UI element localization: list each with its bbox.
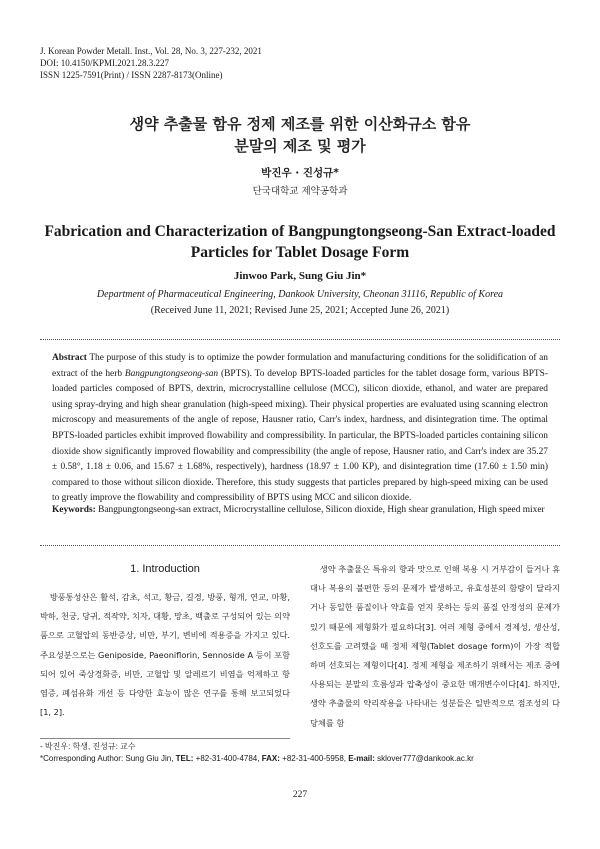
abstract: [52, 351, 548, 507]
abstract-herb-name: Bangpungtongseong-san: [124, 368, 219, 379]
intro-paragraph-2: 생약 추출물은 특유의 향과 맛으로 인해 복용 시 거부감이 들거나 휴대나 복용의 불편한 등의 문제가 발생하고, 유효성분의 함량이 달라지거나 동일한 품질이나 약효를 얻지 못하는 등의 품질 안정성의 문제가 있기 때문에 제형화가 필요하다[3]. 여러 제형 중에서 경제성, 생산성, 선호도를 고려했을 때 정제 제형(Tablet dosage form)이 가장 적합하며 선호되는 제형이다[4]. 정제 제형을 제조하기 위해서는 제조 중에 사용되는 분말의 흐름성과 압축성이 중요한 매개변수이다[4]. 하지만, 생약 추출물의 약리작용을 나타내는 성분들은 일반적으로 점조성의 다당체를 함: [310, 564, 560, 728]
journal-issn: ISSN 1225-7591(Print) / ISSN 2287-8173(Online): [40, 70, 223, 80]
intro-right-column: [310, 560, 560, 733]
footnote-author-roles: - 박진우: 학생, 진성규: 교수: [40, 742, 136, 751]
section-heading-introduction: 1. Introduction: [130, 563, 200, 575]
fax-label: FAX:: [261, 754, 280, 763]
keywords: [52, 503, 548, 519]
korean-affiliation: 단국대학교 제약공학과: [252, 186, 348, 197]
article-dates: (Received June 11, 2021; Revised June 25, 2021; Accepted June 26, 2021): [150, 305, 450, 316]
korean-title-line1: 생약 추출물 함유 정제 제조를 위한 이산화규소 함유: [129, 115, 471, 133]
footnote: [40, 741, 560, 765]
abstract-label: Abstract: [52, 353, 87, 363]
tel-value: +82-31-400-4784,: [193, 754, 262, 763]
keywords-label: Keywords:: [52, 505, 96, 515]
journal-doi: DOI: 10.4150/KPMI.2021.28.3.227: [40, 58, 170, 68]
abstract-top-divider: [40, 339, 560, 340]
fax-value: +82-31-400-5958,: [279, 754, 349, 763]
page-number: 227: [292, 790, 308, 800]
abstract-bottom-divider: [40, 545, 560, 546]
korean-authors: 박진우 · 진성규*: [261, 167, 339, 179]
tel-label: TEL:: [175, 754, 194, 763]
english-authors: Jinwoo Park, Sung Giu Jin*: [233, 270, 367, 282]
korean-title-line2: 분말의 제조 및 평가: [234, 137, 366, 155]
intro-paragraph-1: 방풍통성산은 활석, 감초, 석고, 황금, 길경, 방풍, 형개, 연교, 마황, 박하, 천궁, 당귀, 적작약, 치자, 대황, 망초, 백출로 구성되어 있는 의약품으로 고혈압의 동반증상, 비만, 부기, 변비에 적용증을 가지고 있다. 주요성분으로는 Geniposide, Paeoniflorin, Sennoside A 등이 포함되어 있어 죽상경화증, 비만, 고혈압 및 알레르기 비염을 억제하고 항염증, 폐섬유화 개선 등 다양한 효능이 많은 연구를 통해 보고되었다[1, 2].: [40, 592, 290, 718]
english-title: [0, 221, 600, 263]
footnote-corresponding-author: [40, 753, 560, 765]
intro-left-column: [40, 588, 290, 722]
footnote-divider: [40, 738, 290, 739]
journal-citation: J. Korean Powder Metall. Inst., Vol. 28, No. 3, 227-232, 2021: [40, 46, 262, 56]
keywords-text: Bangpungtongseong-san extract, Microcrystalline cellulose, Silicon dioxide, High shear granulation, High speed mixer: [95, 505, 545, 515]
abstract-text-part1: The purpose of this study is to optimize the powder formulation and manufacturing conditions for the solidification of an extract of the herb: [52, 353, 548, 379]
english-affiliation: Department of Pharmaceutical Engineering, Dankook University, Cheonan 31116, Republic of Korea: [96, 289, 504, 300]
korean-title: [0, 113, 600, 157]
corresponding-prefix: *Corresponding Author: Sung Giu Jin,: [40, 754, 176, 763]
journal-info: [40, 45, 262, 81]
abstract-text-part2: (BPTS). To develop BPTS-loaded particles for the tablet dosage form, various BPTS-loaded particles composed of BPTS, dextrin, microcrystalline cellulose (MCC), silicon dioxide, ethanol, and water are prepared using spray-drying and high shear granulation (high-speed mixing). Their physical properties are evaluated using scanning electron microscopy and measurements of the angle of repose, Hausner ratio, Carr's index, hardness, and disintegration time. The optimal BPTS-loaded particles exhibit improved flowability and compressibility. In particular, the BPTS-loaded particles containing silicon dioxide show significantly improved flowability and compressibility (the angle of repose, Hausner ratio, and Carr's index are 35.27 ± 0.58°, 1.18 ± 0.06, and 15.67 ± 1.68%, respectively), hardness (18.97 ± 1.00 KP), and disintegration time (17.60 ± 1.50 min) compared to those without silicon dioxide. Therefore, this study suggests that particles prepared by high-speed mixing can be used to greatly improve the flowability and compressibility of BPTS using MCC and silicon dioxide.: [52, 368, 548, 504]
english-title-line1: Fabrication and Characterization of Bangpungtongseong-San Extract-loaded: [44, 223, 556, 240]
english-title-line2: Particles for Tablet Dosage Form: [190, 244, 410, 261]
email-label: E-mail:: [348, 754, 375, 763]
email-value: sklover777@dankook.ac.kr: [374, 754, 474, 763]
